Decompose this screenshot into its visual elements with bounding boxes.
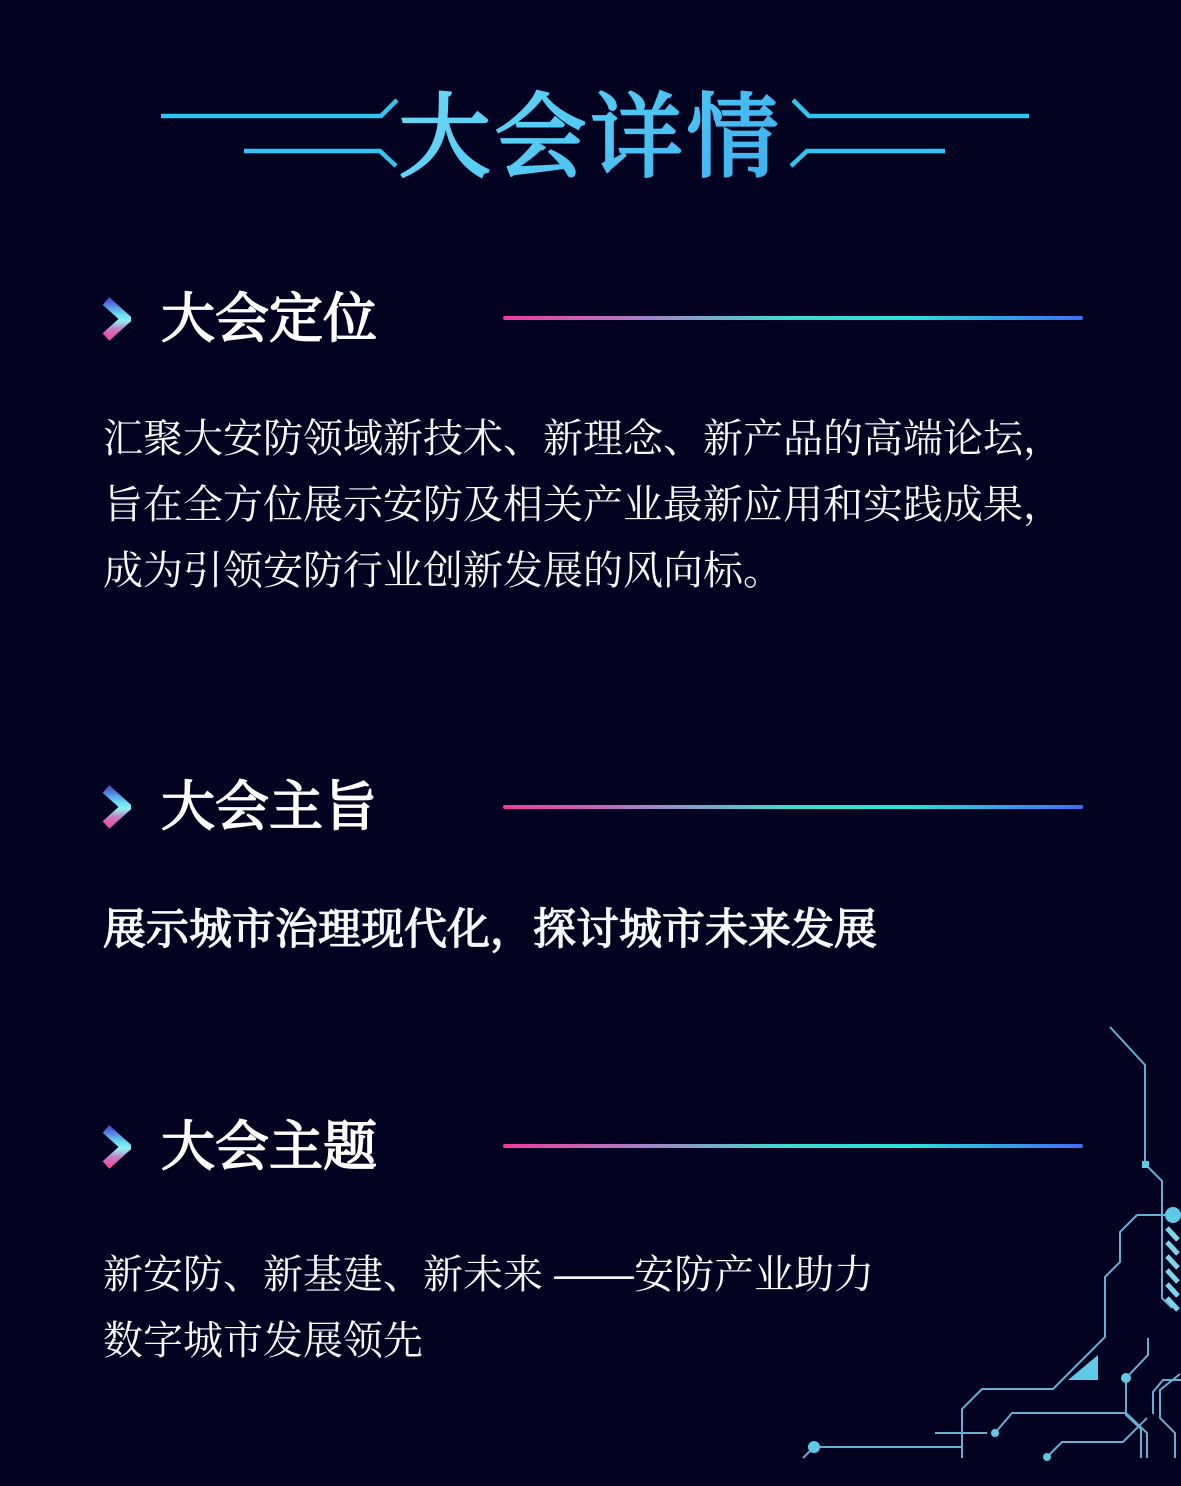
title-banner (0, 0, 1181, 220)
body-line: 新安防、新基建、新未来 ——安防产业助力 (103, 1253, 875, 1297)
section-heading: 大会主旨 (161, 777, 377, 837)
page-title: 大会详情 (0, 64, 1181, 196)
body-line: 汇聚大安防领域新技术、新理念、新产品的高端论坛， (103, 417, 1063, 461)
section-divider-line (503, 316, 1083, 320)
body-line: 数字城市发展领先 (103, 1319, 423, 1363)
section-divider-line (503, 805, 1083, 809)
section-heading: 大会主题 (161, 1117, 377, 1177)
section-heading: 大会定位 (161, 289, 377, 349)
section-body-paragraph (103, 1242, 874, 1374)
body-line: 成为引领安防行业创新发展的风向标。 (103, 549, 783, 593)
body-line: 展示城市治理现代化，探讨城市未来发展 (103, 906, 877, 954)
section-divider-line (503, 1144, 1083, 1148)
body-line: 旨在全方位展示安防及相关产业最新应用和实践成果， (103, 483, 1063, 527)
section-body-bold (103, 900, 877, 960)
chevron-right-icon (101, 1122, 131, 1172)
chevron-right-icon (101, 294, 131, 344)
section-body-paragraph (103, 406, 1063, 604)
chevron-right-icon (101, 782, 131, 832)
title-flourish-right-icon (790, 95, 1030, 170)
